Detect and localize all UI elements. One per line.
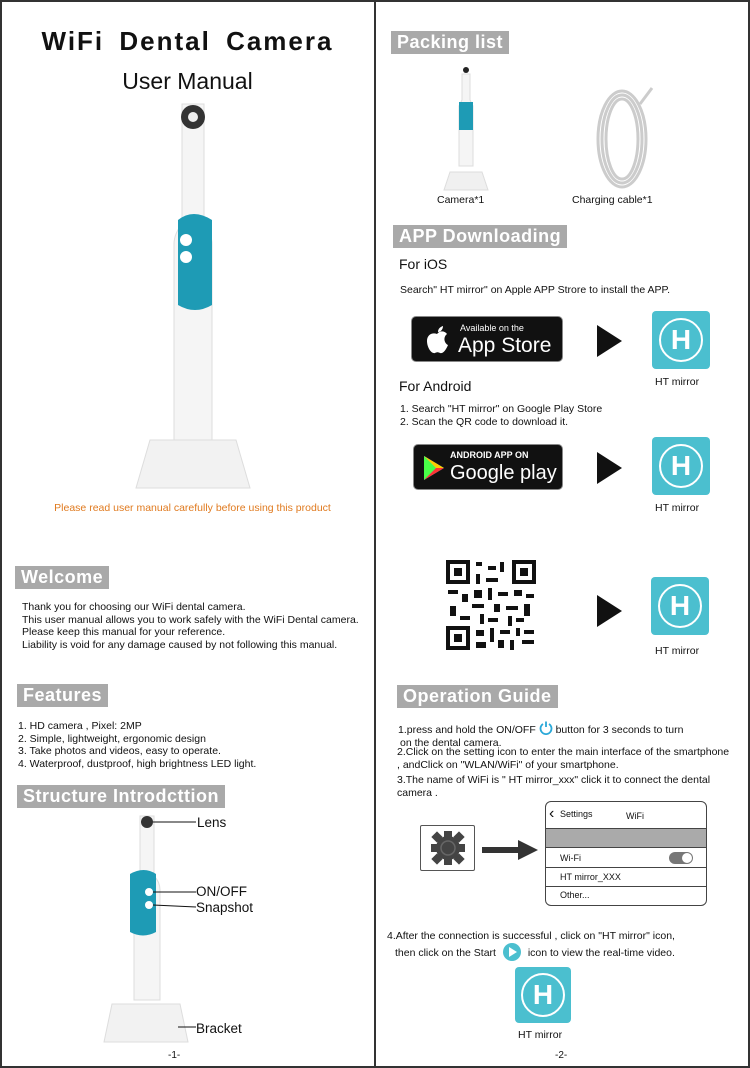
packing-list-heading: Packing list xyxy=(391,31,509,54)
page-number-1: -1- xyxy=(168,1050,181,1061)
feature-item: 2. Simple, lightweight, ergonomic design xyxy=(18,732,206,745)
wifi-title: WiFi xyxy=(626,811,644,821)
power-icon xyxy=(539,721,553,735)
ios-label: For iOS xyxy=(399,256,448,272)
arrow-right-icon xyxy=(597,325,622,357)
welcome-line: Liability is void for any damage caused by not following this manual. xyxy=(22,638,338,651)
features-heading: Features xyxy=(17,684,108,707)
label-bracket: Bracket xyxy=(196,1021,242,1036)
cable-caption: Charging cable*1 xyxy=(572,194,653,206)
page-number-2: -2- xyxy=(555,1050,568,1061)
step-4 xyxy=(387,930,747,961)
mockup-gray-band xyxy=(546,829,706,848)
settings-icon-box xyxy=(420,825,475,871)
play-start-icon xyxy=(502,943,522,961)
qr-code xyxy=(446,560,536,650)
packing-camera-image xyxy=(440,64,492,192)
ios-instructions: Search" HT mirror" on Apple APP Strore to install the APP. xyxy=(400,284,671,296)
camera-caption: Camera*1 xyxy=(437,194,485,206)
step-4-text: 4.After the connection is successful , click on "HT mirror" icon, xyxy=(387,930,675,942)
label-snapshot: Snapshot xyxy=(196,900,254,915)
wifi-toggle[interactable] xyxy=(669,852,693,864)
welcome-text xyxy=(22,601,372,651)
arrow-right-icon xyxy=(597,595,622,627)
back-settings: Settings xyxy=(560,809,593,819)
step-4-line-2 xyxy=(387,943,747,961)
step-1-text: button for 3 seconds to turn xyxy=(555,724,684,736)
step-1-text: 1.press and hold the ON/OFF xyxy=(398,724,536,736)
step-4-text: then click on the Start xyxy=(395,946,496,959)
h-logo: H xyxy=(659,318,703,362)
arrow-right-icon xyxy=(597,452,622,484)
android-step: 1. Search "HT mirror" on Google Play Store xyxy=(400,403,603,415)
manual-subtitle: User Manual xyxy=(122,68,253,94)
features-list xyxy=(18,720,256,770)
structure-diagram xyxy=(100,812,200,1047)
ht-mirror-app-icon[interactable] xyxy=(652,311,710,369)
apple-logo-icon xyxy=(424,326,450,356)
manual-title: WiFi Dental Camera xyxy=(41,26,334,56)
ht-mirror-app-icon[interactable] xyxy=(651,577,709,635)
other-label: Other... xyxy=(560,890,590,900)
wifi-settings-mockup xyxy=(545,801,707,906)
google-play-small-text: ANDROID APP ON xyxy=(450,450,529,460)
ht-mirror-label: HT mirror xyxy=(655,645,700,657)
welcome-line: This user manual allows you to work safely with the WiFi Dental camera. xyxy=(22,613,359,626)
play-store-icon xyxy=(422,455,446,481)
welcome-heading: Welcome xyxy=(15,566,109,589)
label-lens: Lens xyxy=(197,815,227,830)
feature-item: 3. Take photos and videos, easy to operate. xyxy=(18,745,221,757)
network-row[interactable] xyxy=(546,868,706,887)
google-play-badge[interactable] xyxy=(413,444,563,490)
operation-guide-heading: Operation Guide xyxy=(397,685,558,708)
h-logo: H xyxy=(658,584,702,628)
charging-cable-image xyxy=(590,84,660,192)
android-step: 2. Scan the QR code to download it. xyxy=(400,416,569,428)
welcome-line: Thank you for choosing our WiFi dental camera. xyxy=(22,601,246,613)
arrow-right-icon xyxy=(482,840,538,860)
ht-mirror-app-icon[interactable] xyxy=(515,967,571,1023)
ht-mirror-app-icon[interactable] xyxy=(652,437,710,495)
app-downloading-heading: APP Downloading xyxy=(393,225,567,248)
android-label: For Android xyxy=(399,378,472,394)
other-row[interactable] xyxy=(546,887,706,905)
google-play-big-text: Google play xyxy=(450,462,557,484)
app-store-big-text: App Store xyxy=(458,334,552,357)
h-logo: H xyxy=(659,444,703,488)
ht-mirror-label: HT mirror xyxy=(655,376,700,388)
step-2: 2.Click on the setting icon to enter the main interface of the smartphone , andClick on "WLAN/WiFi" of your smartphone. xyxy=(397,746,730,771)
feature-item: 1. HD camera , Pixel: 2MP xyxy=(18,720,142,732)
feature-item: 4. Waterproof, dustproof, high brightness LED light. xyxy=(18,757,257,770)
welcome-line: Please keep this manual for your reference. xyxy=(22,626,226,638)
ht-mirror-label: HT mirror xyxy=(655,502,700,514)
app-store-small-text: Available on the xyxy=(460,323,524,333)
wifi-toggle-row xyxy=(546,848,706,868)
wifi-label: Wi-Fi xyxy=(560,853,581,863)
read-manual-notice: Please read user manual carefully before using this product xyxy=(54,502,331,514)
network-name: HT mirror_XXX xyxy=(560,872,621,882)
structure-heading: Structure Introdcttion xyxy=(17,785,225,808)
step-1-text: on the dental camera. xyxy=(400,736,502,749)
app-store-badge[interactable] xyxy=(411,316,563,362)
ht-mirror-label: HT mirror xyxy=(518,1029,563,1041)
step-4-text: icon to view the real-time video. xyxy=(527,946,675,959)
back-chevron-icon: ‹ xyxy=(549,805,555,822)
step-1 xyxy=(398,721,738,749)
mockup-nav-bar xyxy=(546,802,706,829)
h-logo: H xyxy=(521,973,565,1017)
label-onoff: ON/OFF xyxy=(196,884,247,899)
gear-icon xyxy=(429,829,467,867)
dental-camera-image xyxy=(120,100,260,492)
step-3: 3.The name of WiFi is " HT mirror_xxx" click it to connect the dental camera . xyxy=(397,774,711,799)
page-divider xyxy=(374,0,376,1068)
